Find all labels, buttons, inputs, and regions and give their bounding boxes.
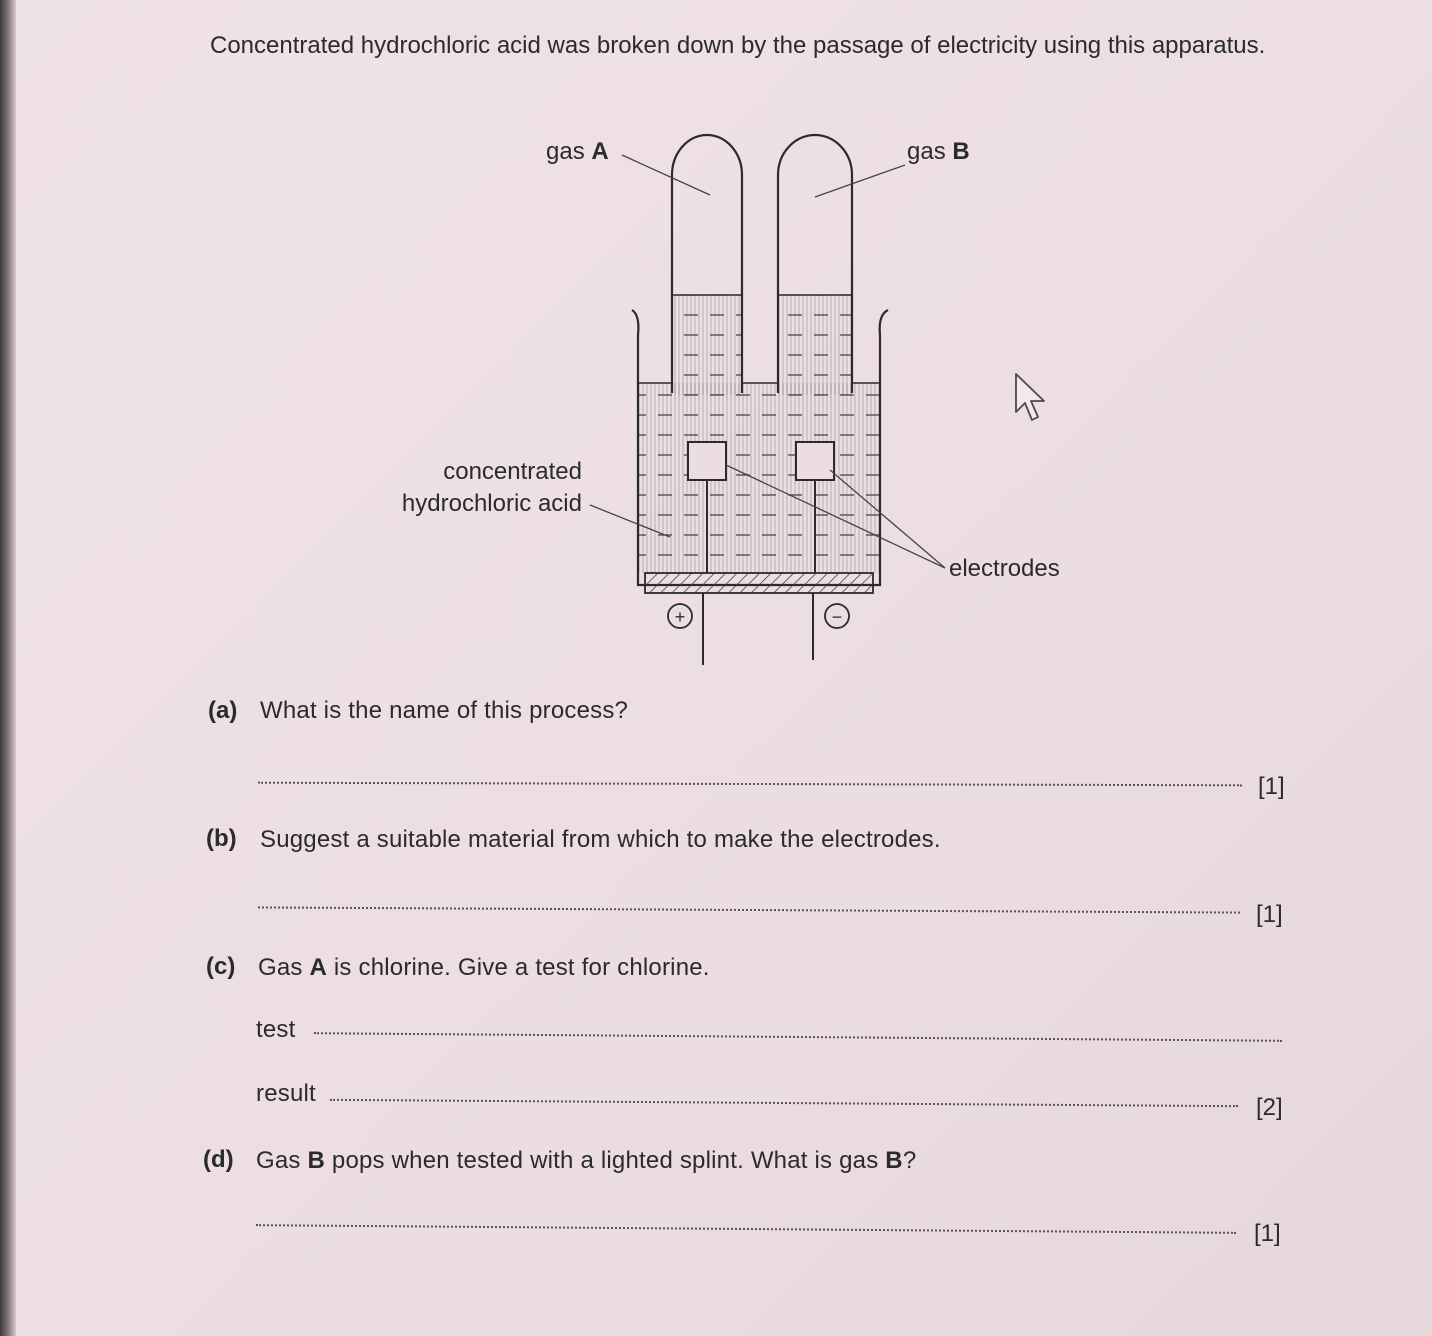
gas-b-label: gas B [907,138,970,165]
question-a-label: (a) [208,697,238,724]
page-edge-shadow [0,0,16,1336]
question-d-text: Gas B pops when tested with a lighted splint. What is gas B? [256,1147,917,1174]
question-c-label: (c) [206,953,236,980]
electrodes-label: electrodes [949,555,1060,582]
question-a-text: What is the name of this process? [260,697,629,724]
mouse-pointer-icon [1010,370,1054,426]
svg-text:−: − [831,607,843,627]
question-c-text: Gas A is chlorine. Give a test for chlorine. [258,954,710,981]
svg-text:+: + [674,607,686,627]
question-a-marks: [1] [1258,773,1285,800]
question-b-label: (b) [206,825,237,852]
result-label: result [256,1080,316,1107]
question-d-marks: [1] [1254,1220,1281,1247]
acid-label-line1: concentrated [443,458,582,485]
positive-terminal-icon [668,604,692,628]
electrolysis-diagram [370,125,1090,670]
test-label: test [256,1016,296,1043]
question-c-marks: [2] [1256,1094,1283,1121]
question-b-marks: [1] [1256,901,1283,928]
cell-base [645,573,873,593]
question-d-label: (d) [203,1146,234,1173]
question-b-text: Suggest a suitable material from which to make the electrodes. [260,826,941,853]
negative-terminal-icon [825,604,849,628]
gas-a-label: gas A [546,138,609,165]
intro-text: Concentrated hydrochloric acid was broken down by the passage of electricity using this apparatus. [210,32,1266,59]
acid-label-line2: hydrochloric acid [401,490,582,517]
acid-liquid [638,295,880,573]
